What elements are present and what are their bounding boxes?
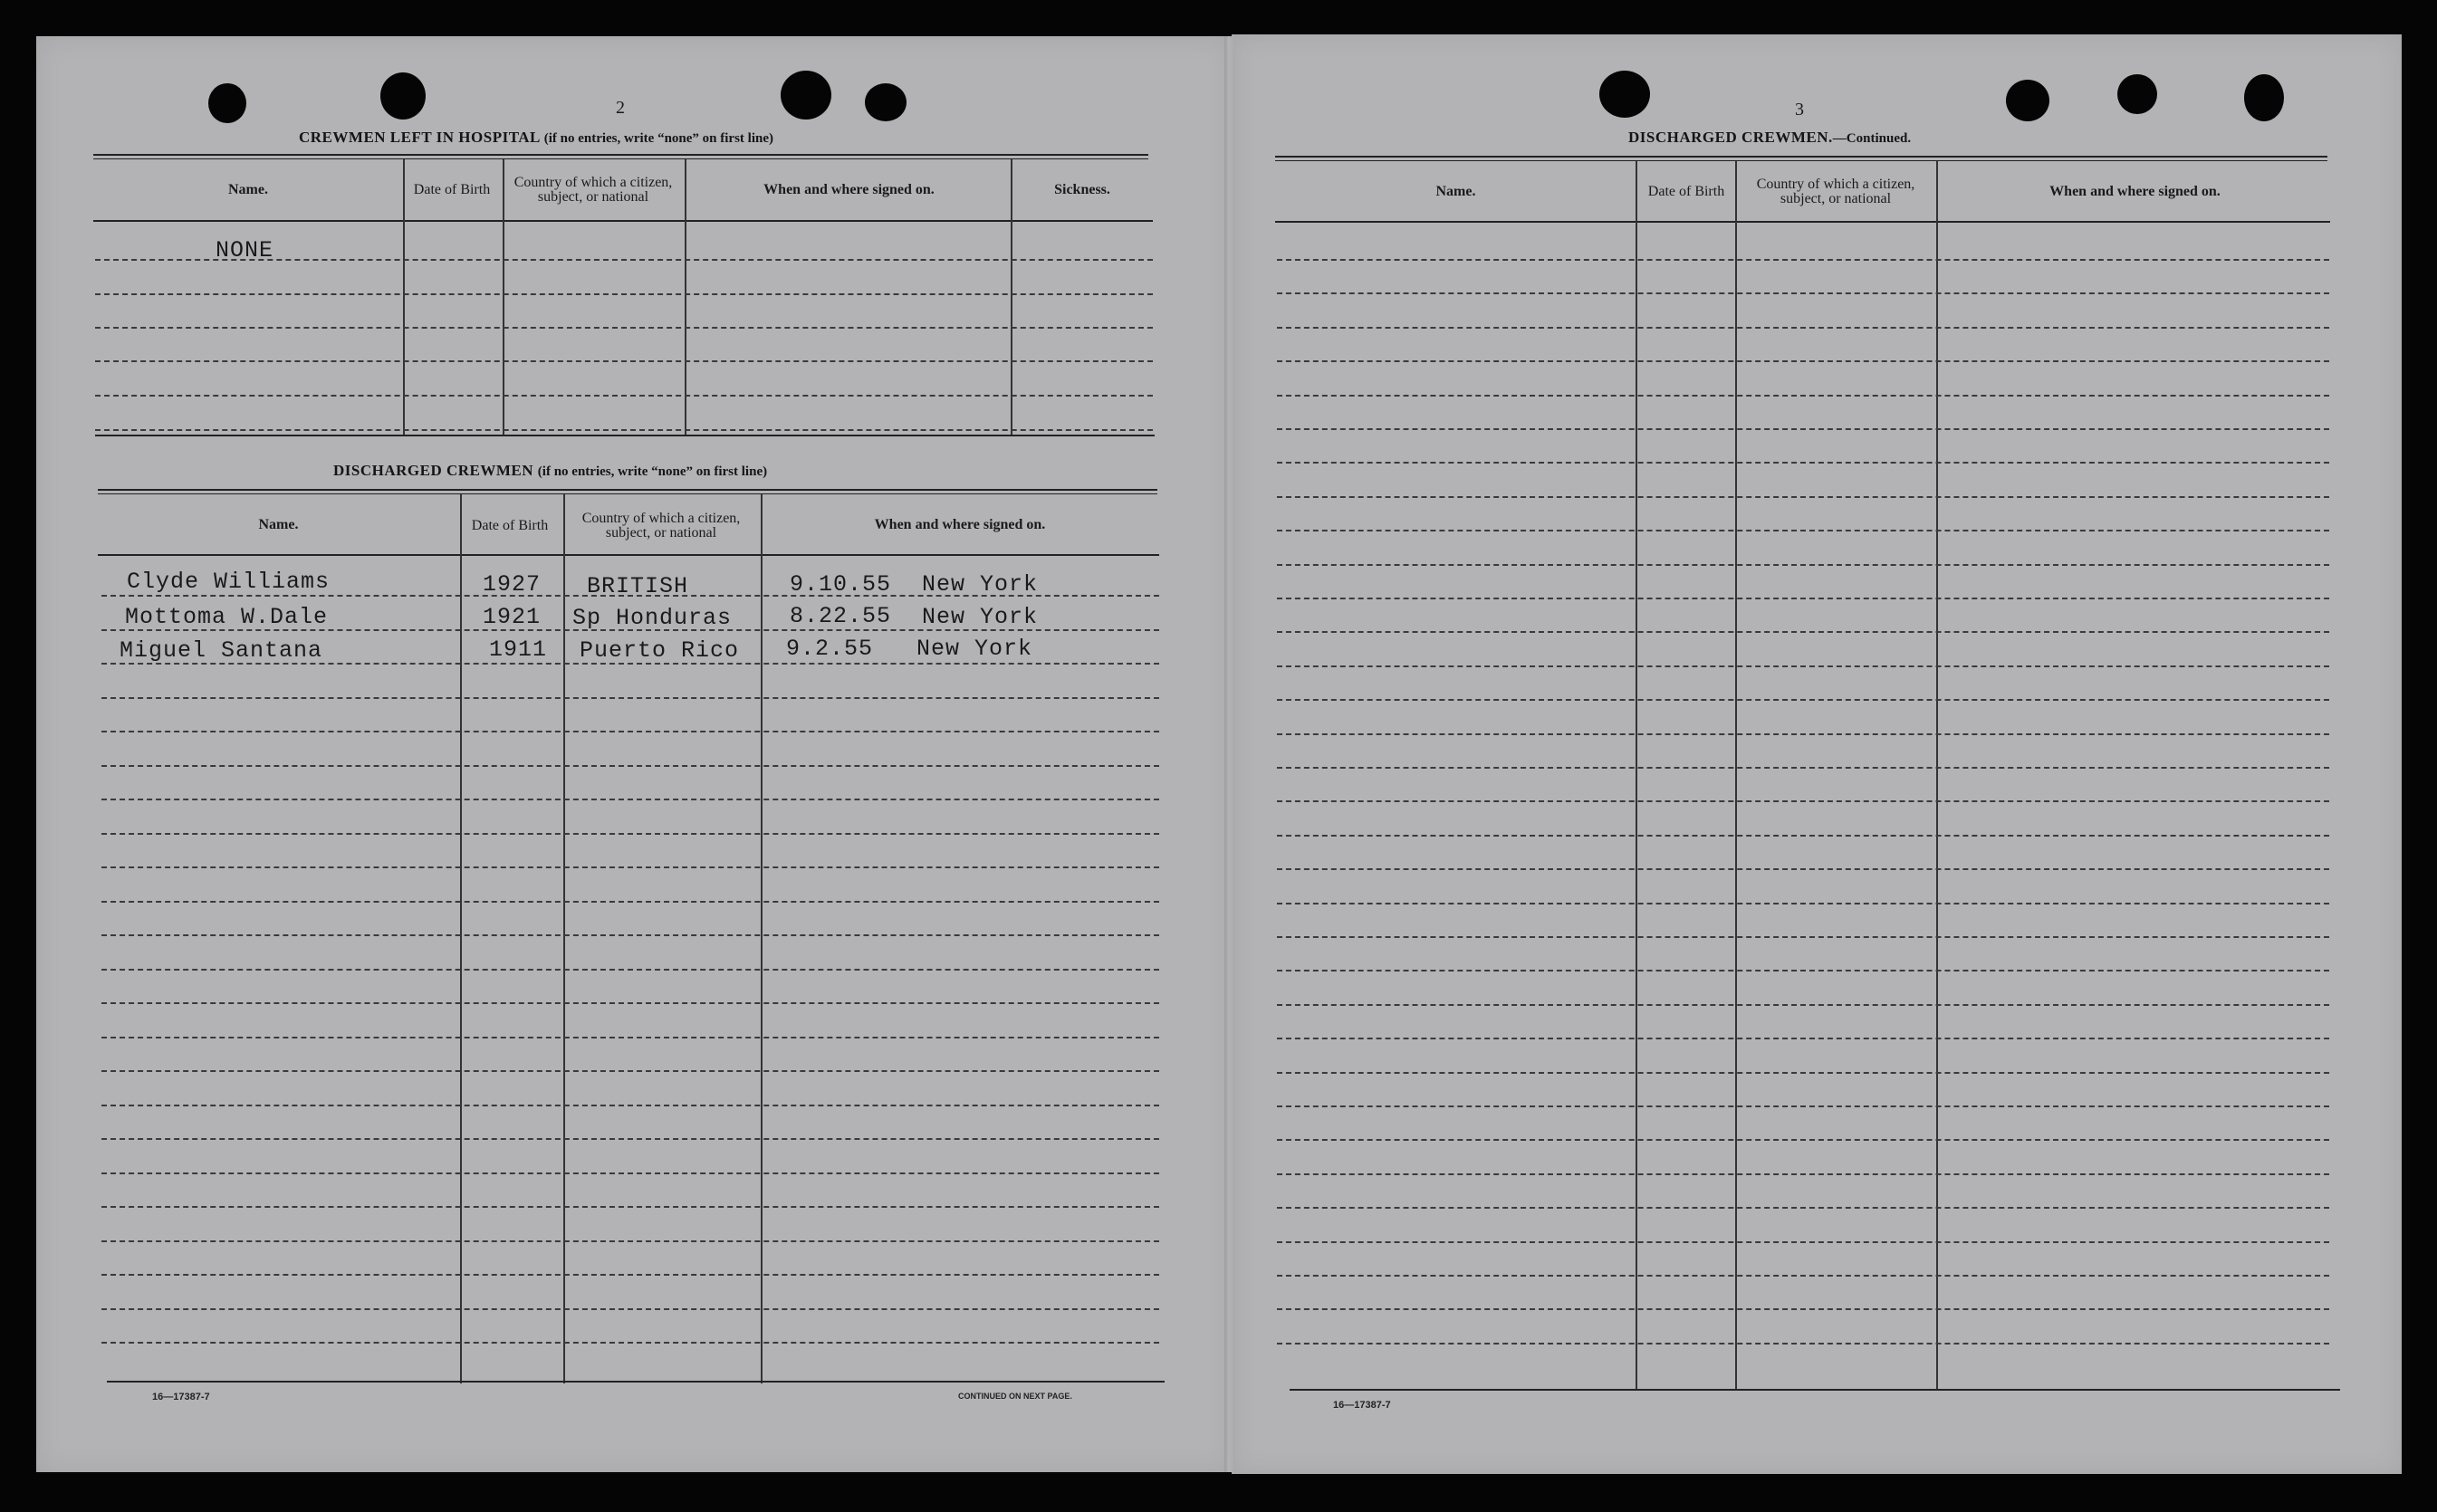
- crew-name: Miguel Santana: [120, 637, 323, 664]
- discharged-header-rule: [98, 554, 1159, 556]
- hospital-title: CREWMEN LEFT IN HOSPITAL: [299, 129, 540, 146]
- entry-line: [1277, 1072, 2329, 1074]
- entry-line: [1277, 428, 2329, 430]
- discharged-col-signed: When and where signed on.: [874, 517, 1046, 532]
- entry-line: [101, 1138, 1159, 1140]
- discharged-divider: [761, 494, 763, 1383]
- entry-line: [1277, 1038, 2329, 1039]
- hospital-col-name: Name.: [228, 182, 268, 197]
- entry-line: [101, 765, 1159, 767]
- entry-line: [101, 1070, 1159, 1072]
- entry-line: [101, 1342, 1159, 1344]
- crew-birth: 1927: [483, 571, 542, 598]
- entry-line: [101, 1172, 1159, 1174]
- punch-hole: [1599, 71, 1650, 118]
- entry-line: [101, 1037, 1159, 1038]
- crew-signed-place: New York: [916, 636, 1033, 662]
- right-divider: [1636, 161, 1637, 1389]
- entry-line: [1277, 360, 2329, 362]
- form-number: 16—17387-7: [1333, 1400, 1391, 1411]
- discharged-divider: [460, 494, 462, 1383]
- crew-signed-date: 9.10.55: [790, 571, 892, 598]
- entry-line: [1277, 1241, 2329, 1243]
- right-col-birth: Date of Birth: [1647, 184, 1725, 199]
- crew-country: Puerto Rico: [580, 637, 740, 664]
- punch-hole: [865, 83, 907, 121]
- right-top-rule: [1275, 156, 2327, 161]
- entry-line: [1277, 598, 2329, 599]
- entry-line: [1277, 868, 2329, 870]
- crew-birth: 1921: [483, 604, 542, 630]
- entry-line: [101, 1240, 1159, 1242]
- right-col-signed: When and where signed on.: [2049, 184, 2221, 199]
- right-col-name: Name.: [1435, 184, 1476, 199]
- hospital-top-rule: [93, 154, 1148, 159]
- entry-line: [1277, 292, 2329, 294]
- entry-line: [101, 697, 1159, 699]
- page-number: 2: [616, 98, 625, 118]
- discharged-title: DISCHARGED CREWMEN: [333, 462, 534, 479]
- entry-line: [1277, 733, 2329, 735]
- entry-line: [1277, 699, 2329, 701]
- entry-line: [1277, 767, 2329, 769]
- entry-line: [1277, 496, 2329, 498]
- page-number: 3: [1795, 100, 1804, 120]
- entry-line: [1277, 564, 2329, 566]
- entry-line: [101, 934, 1159, 936]
- discharged-col-birth: Date of Birth: [471, 518, 549, 533]
- right-header-rule: [1275, 221, 2330, 223]
- hospital-col-signed: When and where signed on.: [763, 182, 935, 197]
- entry-line: [1277, 327, 2329, 329]
- entry-line: [1277, 395, 2329, 397]
- entry-line: [1277, 1343, 2329, 1345]
- binding-fold: [1224, 36, 1235, 1472]
- right-bottom-rule: [1290, 1389, 2340, 1391]
- punch-hole: [781, 71, 831, 120]
- entry-line: [1277, 936, 2329, 938]
- hospital-section-title: [299, 129, 773, 147]
- discharged-col-name: Name.: [258, 517, 299, 532]
- crew-signed-date: 9.2.55: [786, 636, 874, 662]
- hospital-header-rule: [93, 220, 1153, 222]
- hospital-bottom-rule: [95, 435, 1155, 436]
- entry-line: [1277, 800, 2329, 802]
- right-page: [1232, 34, 2402, 1474]
- hospital-col-birth: Date of Birth: [413, 182, 491, 197]
- discharged-section-title: [333, 462, 767, 480]
- hospital-entry-none: NONE: [216, 237, 274, 263]
- discharged-divider: [563, 494, 565, 1383]
- hospital-col-sickness: Sickness.: [1054, 182, 1110, 197]
- entry-line: [101, 866, 1159, 868]
- entry-line: [101, 833, 1159, 835]
- entry-line: [101, 799, 1159, 800]
- continued-note: CONTINUED ON NEXT PAGE.: [958, 1392, 1072, 1401]
- entry-line: [1277, 1207, 2329, 1209]
- discharged-top-rule: [98, 489, 1157, 494]
- entry-line: [1277, 1004, 2329, 1006]
- entry-line: [1277, 835, 2329, 837]
- entry-line: [95, 429, 1153, 431]
- crew-birth: 1911: [489, 636, 548, 663]
- discharged-col-country: Country of which a citizen, subject, or national: [581, 511, 741, 541]
- crew-country: Sp Honduras: [572, 605, 733, 631]
- right-col-country: Country of which a citizen, subject, or national: [1756, 177, 1915, 206]
- entry-line: [1277, 1139, 2329, 1141]
- hospital-col-country: Country of which a citizen, subject, or national: [513, 175, 673, 205]
- entry-line: [1277, 970, 2329, 971]
- entry-line: [1277, 530, 2329, 531]
- entry-line: [101, 1105, 1159, 1106]
- right-divider: [1936, 161, 1938, 1389]
- entry-line: [101, 901, 1159, 903]
- entry-line: [1277, 665, 2329, 667]
- crew-signed-place: New York: [922, 571, 1039, 598]
- entry-line: [95, 293, 1153, 295]
- entry-line: [101, 1274, 1159, 1276]
- entry-line: [101, 969, 1159, 971]
- right-section-title: [1628, 129, 1911, 147]
- punch-hole: [2244, 74, 2284, 121]
- entry-line: [1277, 631, 2329, 633]
- punch-hole: [2006, 80, 2049, 121]
- entry-line: [1277, 462, 2329, 464]
- right-title: DISCHARGED CREWMEN.: [1628, 129, 1833, 146]
- right-divider: [1735, 161, 1737, 1389]
- entry-line: [101, 1002, 1159, 1004]
- entry-line: [1277, 1105, 2329, 1107]
- crew-signed-place: New York: [922, 604, 1039, 630]
- discharged-note: (if no entries, write “none” on first line): [537, 464, 768, 479]
- crew-name: Clyde Williams: [127, 569, 331, 595]
- punch-hole: [2117, 74, 2157, 114]
- hospital-note: (if no entries, write “none” on first line): [543, 131, 773, 146]
- discharged-bottom-rule: [107, 1381, 1165, 1383]
- entry-line: [1277, 903, 2329, 904]
- crew-country: BRITISH: [587, 573, 689, 599]
- entry-line: [1277, 1275, 2329, 1277]
- punch-hole: [208, 83, 246, 123]
- entry-line: [1277, 1308, 2329, 1310]
- crew-signed-date: 8.22.55: [790, 603, 892, 629]
- form-number: 16—17387-7: [152, 1392, 210, 1402]
- crew-name: Mottoma W.Dale: [125, 604, 329, 630]
- entry-line: [95, 360, 1153, 362]
- right-title-suffix: —Continued.: [1832, 131, 1912, 146]
- entry-line: [1277, 1173, 2329, 1175]
- entry-line: [101, 731, 1159, 732]
- entry-line: [95, 395, 1153, 397]
- entry-line: [1277, 259, 2329, 261]
- entry-line: [101, 1308, 1159, 1310]
- entry-line: [95, 327, 1153, 329]
- entry-line: [101, 1206, 1159, 1208]
- punch-hole: [380, 72, 426, 120]
